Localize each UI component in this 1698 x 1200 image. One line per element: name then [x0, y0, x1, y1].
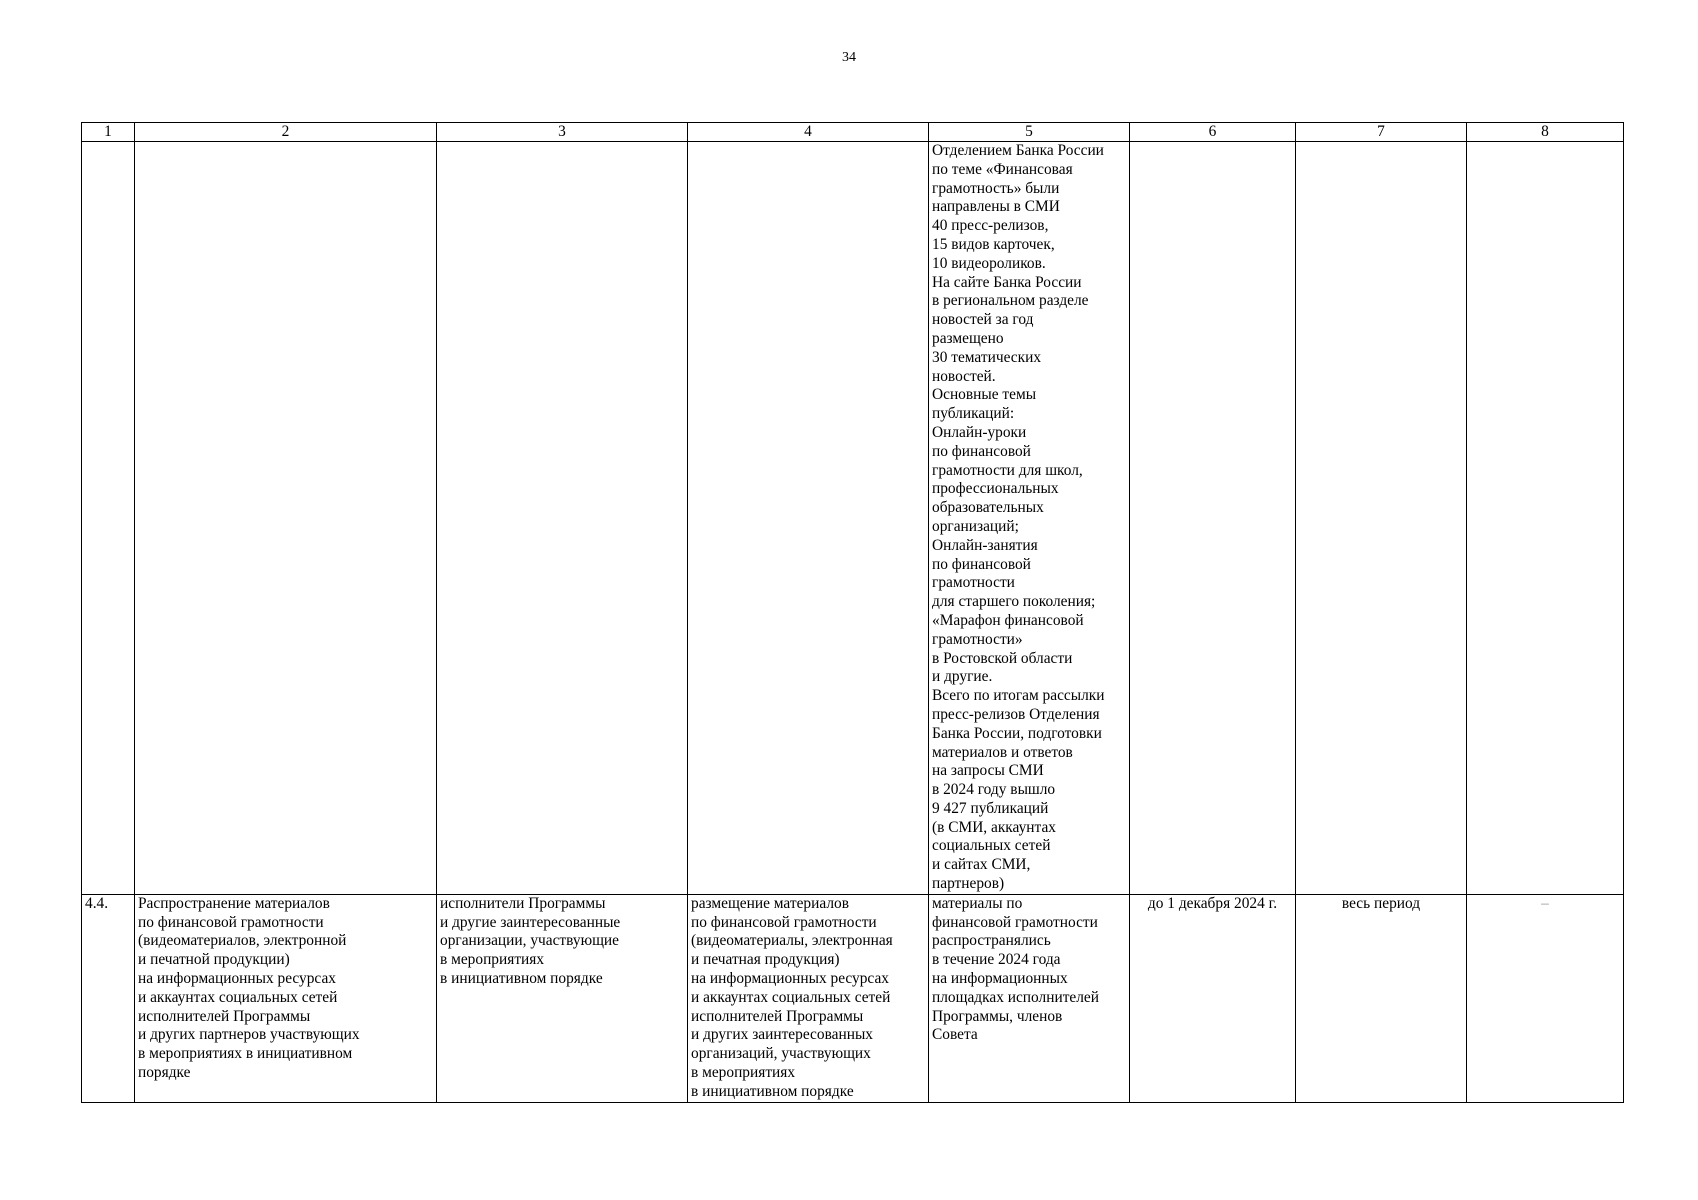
continued-results-cell: Отделением Банка России по теме «Финансовая грамотность» были направлены в СМИ 40 пресс-релизов, 15 видов карточек, 10 видеороликов. На сайте Банка России в региональном разделе новостей за год размещено 30 тематических новостей. Основные темы публикаций: Онлайн-уроки по финансовой грамотности для школ, профессиональных образовательных организаций; Онлайн-занятия по финансовой грамотности для старшего поколения; «Марафон финансовой грамотности» в Ростовской области и другие. Всего по итогам рассылки пресс-релизов Отделения Банка России, подготовки материалов и ответов на запросы СМИ в 2024 году вышло 9 427 публикаций (в СМИ, аккаунтах социальных сетей и сайтах СМИ, партнеров) [929, 142, 1130, 895]
header-col-4: 4 [688, 123, 929, 142]
header-row [82, 123, 1624, 142]
header-col-7: 7 [1296, 123, 1467, 142]
continued-col-7 [1296, 142, 1467, 895]
header-col-2: 2 [135, 123, 437, 142]
header-col-3: 3 [437, 123, 688, 142]
continued-col-2 [135, 142, 437, 895]
activity-name: Распространение материалов по финансовой грамотности (видеоматериалов, электронной и печатной продукции) на информационных ресурсах и аккаунтах социальных сетей исполнителей Программы и других партнеров участвующих в мероприятиях в инициативном порядке [135, 894, 437, 1102]
continued-col-3 [437, 142, 688, 895]
continued-col-1 [82, 142, 135, 895]
row-number: 4.4. [82, 894, 135, 1102]
period: весь период [1296, 894, 1467, 1102]
note-dash: – [1467, 894, 1624, 1102]
header-col-1: 1 [82, 123, 135, 142]
expected-result: размещение материалов по финансовой грамотности (видеоматериалы, электронная и печатная продукция) на информационных ресурсах и аккаунтах социальных сетей исполнителей Программы и других заинтересованных организаций, участвующих в мероприятиях в инициативном порядке [688, 894, 929, 1102]
header-col-8: 8 [1467, 123, 1624, 142]
responsible-executors: исполнители Программы и другие заинтересованные организации, участвующие в мероприятиях в инициативном порядке [437, 894, 688, 1102]
report-table [81, 122, 1624, 1103]
continued-col-4 [688, 142, 929, 895]
header-col-5: 5 [929, 123, 1130, 142]
continued-col-8 [1467, 142, 1624, 895]
table-row-continued [82, 142, 1624, 895]
deadline: до 1 декабря 2024 г. [1130, 894, 1296, 1102]
continued-col-6 [1130, 142, 1296, 895]
actual-result: материалы по финансовой грамотности распространялись в течение 2024 года на информационных площадках исполнителей Программы, членов Совета [929, 894, 1130, 1102]
table-row-4-4 [82, 894, 1624, 1102]
header-col-6: 6 [1130, 123, 1296, 142]
page-number: 34 [842, 50, 856, 65]
